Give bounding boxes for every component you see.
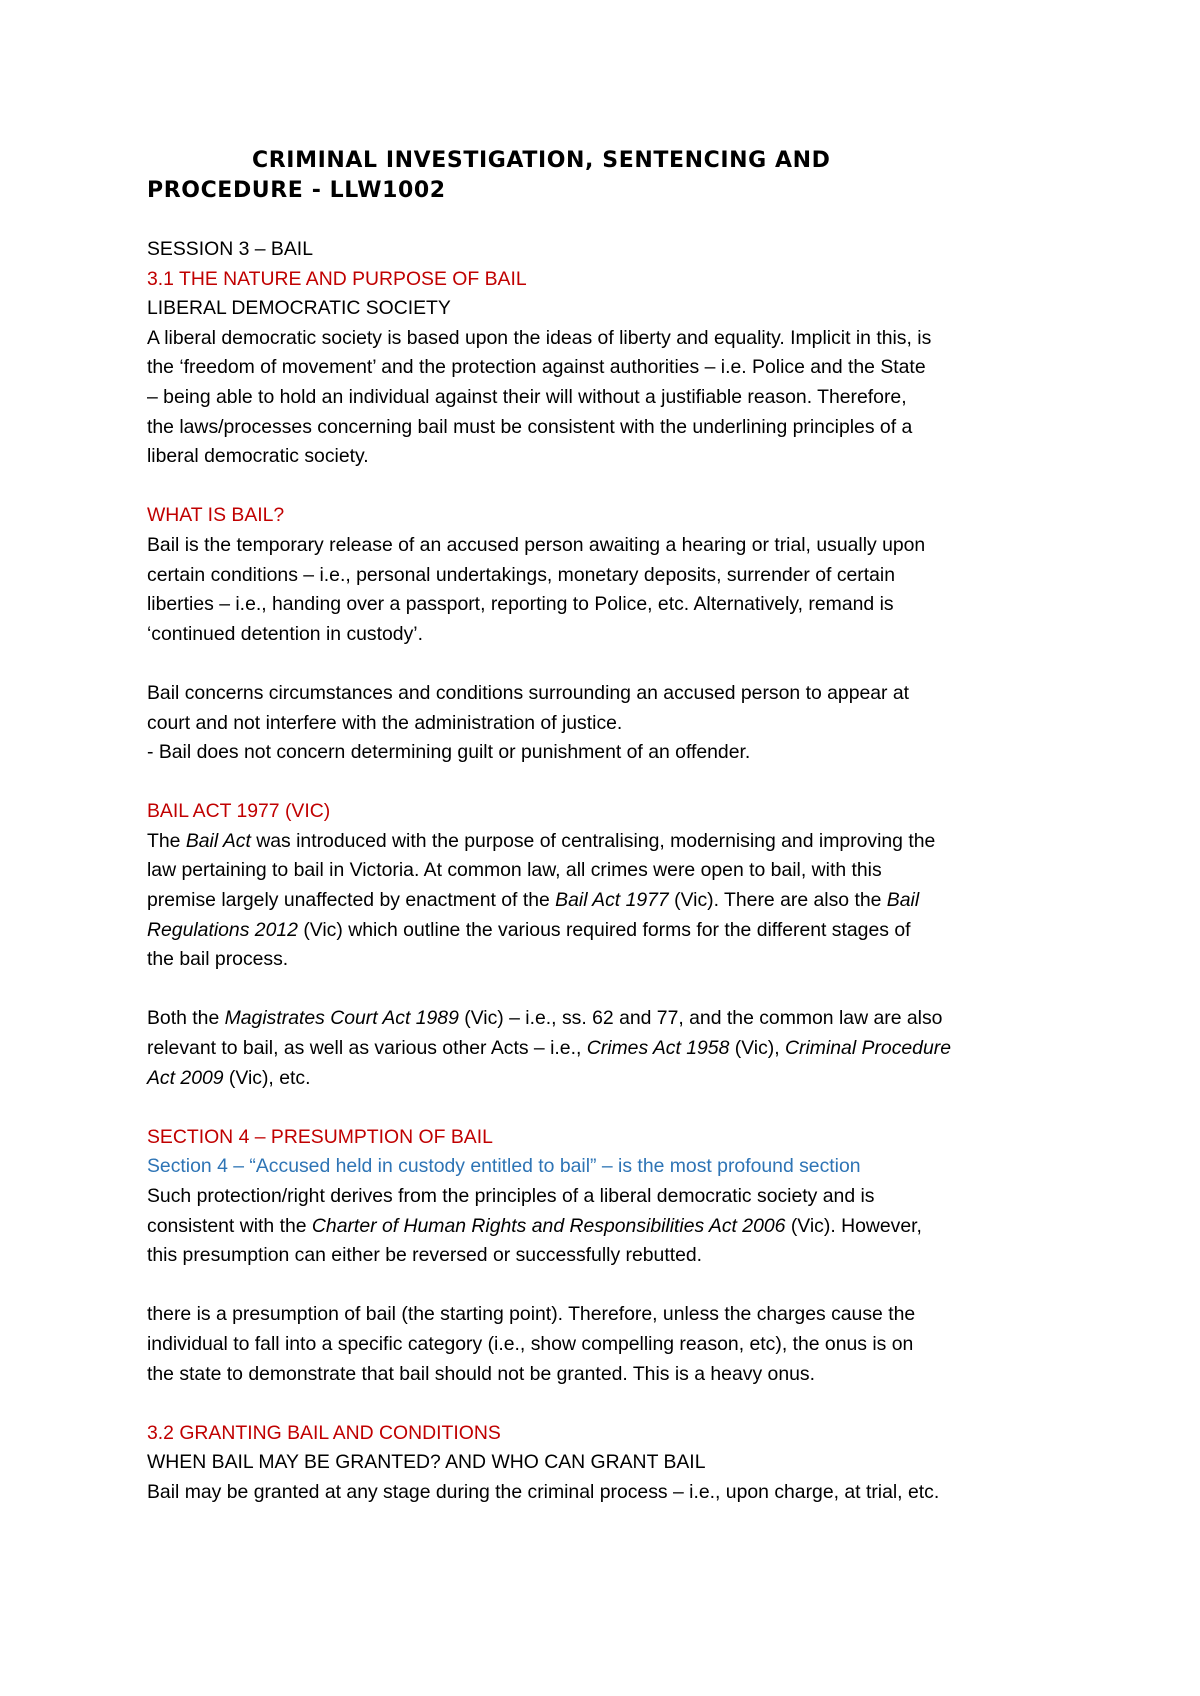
document-page — [147, 146, 1077, 1508]
text-line: The Bail Act was introduced with the purpose of centralising, modernising and improving the — [147, 829, 936, 852]
text-line: certain conditions – i.e., personal undertakings, monetary deposits, surrender of certain — [147, 563, 896, 586]
text-line: Both the Magistrates Court Act 1989 (Vic) – i.e., ss. 62 and 77, and the common law are also — [147, 1007, 943, 1030]
text-line: Regulations 2012 (Vic) which outline the various required forms for the different stages of — [147, 918, 911, 941]
text-line: the laws/processes concerning bail must be consistent with the underlining principles of a — [147, 415, 913, 438]
text-line: this presumption can either be reversed or successfully rebutted. — [147, 1244, 703, 1267]
text-line: – being able to hold an individual against their will without a justifiable reason. Therefore, — [147, 385, 907, 408]
text-line: relevant to bail, as well as various other Acts – i.e., Crimes Act 1958 (Vic), Criminal Procedure — [147, 1037, 951, 1060]
title-line-1: CRIMINAL INVESTIGATION, SENTENCING AND — [252, 148, 831, 173]
bail-act-heading: BAIL ACT 1977 (VIC) — [147, 800, 331, 823]
document-title — [147, 146, 1077, 206]
text-line: the bail process. — [147, 948, 289, 971]
text-line: Bail concerns circumstances and conditions surrounding an accused person to appear at — [147, 681, 910, 704]
liberal-democratic-subheading: LIBERAL DEMOCRATIC SOCIETY — [147, 297, 451, 320]
bail-act-paragraph-2 — [147, 1004, 1077, 1093]
text-line: liberal democratic society. — [147, 445, 369, 468]
section-3-2-heading: 3.2 GRANTING BAIL AND CONDITIONS — [147, 1421, 501, 1444]
text-line: the ‘freedom of movement’ and the protection against authorities – i.e. Police and the State — [147, 356, 926, 379]
section-4-subheading: Section 4 – “Accused held in custody entitled to bail” – is the most profound section — [147, 1155, 861, 1178]
section-4-paragraph-1 — [147, 1182, 1077, 1271]
section-3-1-heading: 3.1 THE NATURE AND PURPOSE OF BAIL — [147, 267, 527, 290]
what-is-bail-heading: WHAT IS BAIL? — [147, 504, 285, 527]
bail-act-paragraph-1 — [147, 827, 1077, 975]
document-body — [147, 235, 1077, 1508]
text-line: - Bail does not concern determining guilt or punishment of an offender. — [147, 741, 751, 764]
text-line: A liberal democratic society is based upon the ideas of liberty and equality. Implicit in this, is — [147, 326, 932, 349]
text-line: court and not interfere with the administration of justice. — [147, 711, 623, 734]
session-heading: SESSION 3 – BAIL — [147, 238, 313, 260]
what-is-bail-paragraph-2 — [147, 679, 1077, 768]
section-4-heading: SECTION 4 – PRESUMPTION OF BAIL — [147, 1125, 493, 1148]
text-line: Bail is the temporary release of an accused person awaiting a hearing or trial, usually upon — [147, 533, 926, 556]
text-line: law pertaining to bail in Victoria. At common law, all crimes were open to bail, with this — [147, 859, 882, 882]
text-line: premise largely unaffected by enactment of the Bail Act 1977 (Vic). There are also the Bail — [147, 889, 920, 912]
text-line: Bail may be granted at any stage during the criminal process – i.e., upon charge, at trial, etc. — [147, 1480, 940, 1503]
text-line: the state to demonstrate that bail should not be granted. This is a heavy onus. — [147, 1362, 815, 1385]
section-4-paragraph-2 — [147, 1300, 1077, 1389]
when-bail-granted-subheading: WHEN BAIL MAY BE GRANTED? AND WHO CAN GRANT BAIL — [147, 1451, 706, 1474]
liberal-democratic-paragraph — [147, 324, 1077, 472]
what-is-bail-paragraph-1 — [147, 531, 1077, 649]
text-line: there is a presumption of bail (the starting point). Therefore, unless the charges cause the — [147, 1303, 916, 1326]
title-line-2: PROCEDURE - LLW1002 — [147, 178, 446, 203]
text-line: liberties – i.e., handing over a passport, reporting to Police, etc. Alternatively, remand is — [147, 593, 894, 616]
text-line: individual to fall into a specific category (i.e., show compelling reason, etc), the onus is on — [147, 1332, 914, 1355]
text-line: ‘continued detention in custody’. — [147, 622, 423, 645]
text-line: Such protection/right derives from the principles of a liberal democratic society and is — [147, 1185, 875, 1207]
text-line: consistent with the Charter of Human Rights and Responsibilities Act 2006 (Vic). However, — [147, 1214, 922, 1237]
text-line: Act 2009 (Vic), etc. — [147, 1066, 311, 1089]
